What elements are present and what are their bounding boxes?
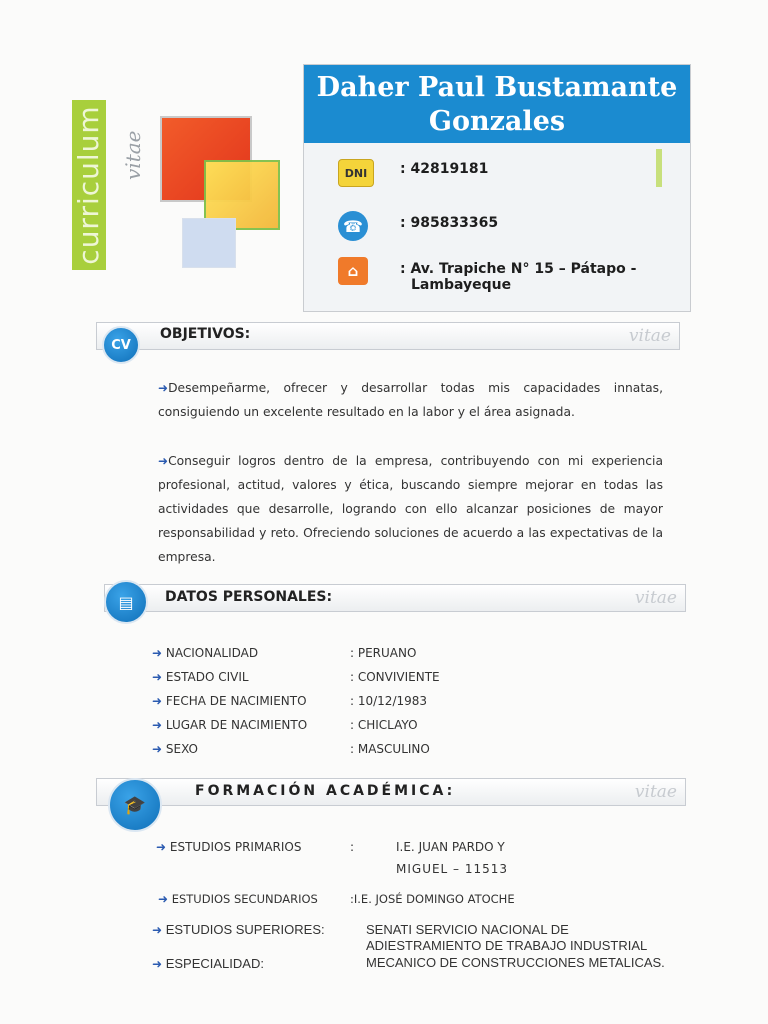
bullet-arrow-icon: ➜ (152, 923, 163, 937)
datos-value-nacionalidad: : PERUANO (350, 646, 417, 660)
secundarios-value: :I.E. JOSÉ DOMINGO ATOCHE (350, 892, 515, 906)
datos-row-sexo: ➜ SEXO (152, 742, 198, 756)
formacion-watermark: vitae (634, 782, 677, 802)
datos-title: DATOS PERSONALES: (165, 589, 333, 605)
objetivo-paragraph-2: ➜Conseguir logros dentro de la empresa, contribuyendo con mi experiencia profesional, actitud, valores y ética, buscando siempre mejorar en todas las actividades que desarrolle, logrando con ello alcanzar posiciones de mayor responsabilidad y reto. Ofreciendo soluciones de acuerdo a las expectativas de la empresa. (158, 454, 663, 564)
objetivos-watermark: vitae (628, 326, 671, 346)
primarios-label: ➜ ESTUDIOS PRIMARIOS (156, 840, 302, 854)
id-card-icon: ▤ (104, 580, 148, 624)
curriculum-title: curriculum (72, 105, 105, 265)
datos-row-fecha: ➜ FECHA DE NACIMIENTO (152, 694, 307, 708)
vitae-side-label: vitae (121, 130, 145, 180)
dni-icon-label: DNI (344, 166, 368, 180)
bullet-arrow-icon: ➜ (152, 957, 163, 971)
name-banner (304, 65, 690, 143)
primarios-line-2: MIGUEL – 11513 (396, 862, 509, 876)
objetivo-paragraph-1: ➜Desempeñarme, ofrecer y desarrollar todas mis capacidades innatas, consiguiendo un excelente resultado en la labor y el área asignada. (158, 381, 663, 419)
header-card (303, 64, 691, 312)
cv-badge-icon (102, 326, 140, 364)
home-icon: ⌂ (338, 257, 368, 285)
superiores-line-2: ADIESTRAMIENTO DE TRABAJO INDUSTRIAL (366, 938, 648, 953)
datos-value-estado-civil: : CONVIVIENTE (350, 670, 440, 684)
name-line-1: Daher Paul Bustamante (316, 72, 678, 103)
primarios-colon: : (350, 840, 355, 854)
especialidad-label: ➜ ESPECIALIDAD: (152, 956, 264, 971)
decor-square-blue (182, 218, 236, 268)
bullet-arrow-icon: ➜ (158, 892, 169, 906)
dni-value: : 42819181 (400, 161, 489, 177)
address-line-2: Lambayeque (411, 277, 512, 293)
bullet-arrow-icon: ➜ (152, 694, 163, 708)
bullet-arrow-icon: ➜ (152, 646, 163, 660)
address-line-1: : Av. Trapiche N° 15 – Pátapo - (400, 261, 637, 277)
name-line-2: Gonzales (428, 106, 566, 137)
graduation-cap-icon: 🎓 (108, 778, 162, 832)
phone-value: : 985833365 (400, 215, 499, 231)
dni-icon (338, 159, 374, 187)
datos-row-estado-civil: ➜ ESTADO CIVIL (152, 670, 249, 684)
especialidad-value: MECANICO DE CONSTRUCCIONES METALICAS. (366, 955, 665, 970)
datos-value-fecha: : 10/12/1983 (350, 694, 428, 708)
bullet-arrow-icon: ➜ (158, 381, 169, 395)
formacion-title: FORMACIÓN ACADÉMICA: (195, 783, 456, 799)
bullet-arrow-icon: ➜ (152, 718, 163, 732)
bullet-arrow-icon: ➜ (152, 670, 163, 684)
datos-row-nacionalidad: ➜ NACIONALIDAD (152, 646, 259, 660)
superiores-line-1: SENATI SERVICIO NACIONAL DE (366, 922, 569, 937)
bullet-arrow-icon: ➜ (152, 742, 163, 756)
bullet-arrow-icon: ➜ (156, 840, 167, 854)
curriculum-band (72, 100, 106, 270)
datos-value-lugar: : CHICLAYO (350, 718, 418, 732)
datos-value-sexo: : MASCULINO (350, 742, 430, 756)
phone-icon: ☎ (338, 211, 368, 241)
primarios-line-1: I.E. JUAN PARDO Y (396, 840, 505, 854)
bullet-arrow-icon: ➜ (158, 454, 169, 468)
cv-badge-label: CV (111, 337, 131, 353)
superiores-label: ➜ ESTUDIOS SUPERIORES: (152, 922, 325, 937)
datos-watermark: vitae (634, 588, 677, 608)
secundarios-label: ➜ ESTUDIOS SECUNDARIOS (158, 892, 318, 906)
decor-green-tick (656, 149, 662, 187)
datos-row-lugar: ➜ LUGAR DE NACIMIENTO (152, 718, 308, 732)
objetivos-title: OBJETIVOS: (160, 326, 251, 342)
